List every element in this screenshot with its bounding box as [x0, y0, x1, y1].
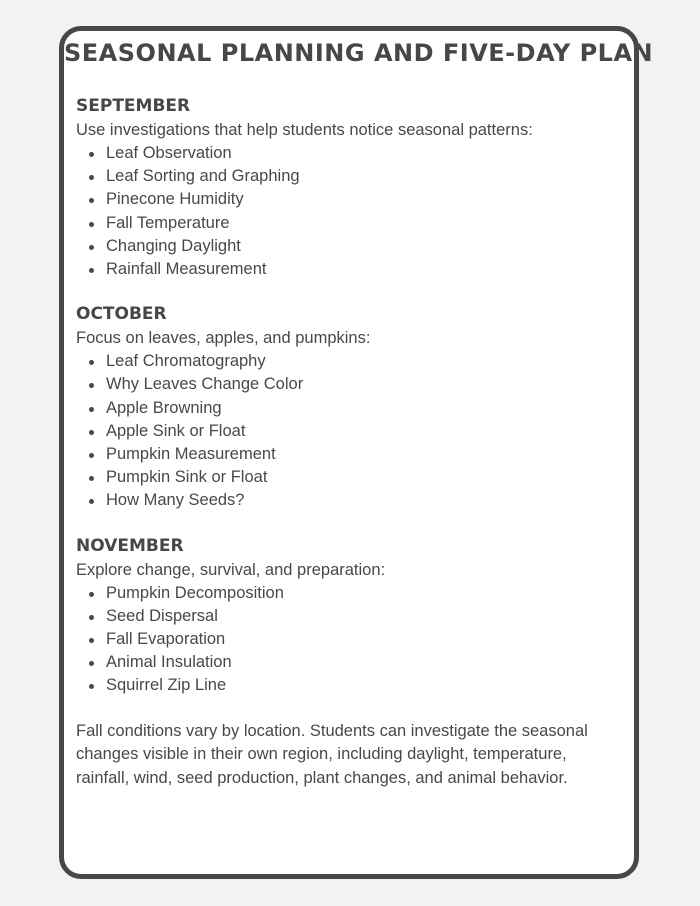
list-item: Apple Browning — [106, 397, 624, 420]
list-item: Leaf Observation — [106, 142, 624, 165]
list-item: Fall Evaporation — [106, 628, 624, 651]
list-item: Rainfall Measurement — [106, 258, 624, 281]
list-item: Apple Sink or Float — [106, 420, 624, 443]
section-heading: NOVEMBER — [76, 535, 184, 556]
list-item: Seed Dispersal — [106, 605, 624, 628]
section-intro: Explore change, survival, and preparation: — [76, 560, 386, 579]
list-item: Pumpkin Measurement — [106, 443, 624, 466]
activity-list — [76, 142, 624, 281]
section-september — [76, 95, 624, 281]
list-item: Fall Temperature — [106, 212, 624, 235]
section-intro: Focus on leaves, apples, and pumpkins: — [76, 329, 371, 348]
closing-paragraph: Fall conditions vary by location. Students can investigate the seasonal changes visible in their own region, including daylight, temperature, rainfall, wind, seed production, plant changes, and animal behavior. — [76, 721, 588, 787]
section-november — [76, 535, 624, 698]
section-heading: OCTOBER — [76, 304, 167, 325]
list-item: Changing Daylight — [106, 235, 624, 258]
document-card — [59, 26, 654, 879]
list-item: Leaf Chromatography — [106, 350, 624, 373]
list-item: Animal Insulation — [106, 651, 624, 674]
list-item: How Many Seeds? — [106, 489, 624, 512]
section-intro: Use investigations that help students notice seasonal patterns: — [76, 121, 533, 139]
list-item: Pinecone Humidity — [106, 188, 624, 211]
activity-list — [76, 350, 624, 512]
page-title: SEASONAL PLANNING AND FIVE-DAY PLAN — [64, 39, 654, 67]
list-item: Pumpkin Decomposition — [106, 582, 624, 605]
activity-list — [76, 582, 624, 698]
list-item: Leaf Sorting and Graphing — [106, 165, 624, 188]
document-content — [76, 95, 624, 790]
list-item: Pumpkin Sink or Float — [106, 466, 624, 489]
list-item: Squirrel Zip Line — [106, 674, 624, 697]
list-item: Why Leaves Change Color — [106, 373, 624, 396]
section-october — [76, 303, 624, 512]
section-heading: SEPTEMBER — [76, 96, 191, 116]
